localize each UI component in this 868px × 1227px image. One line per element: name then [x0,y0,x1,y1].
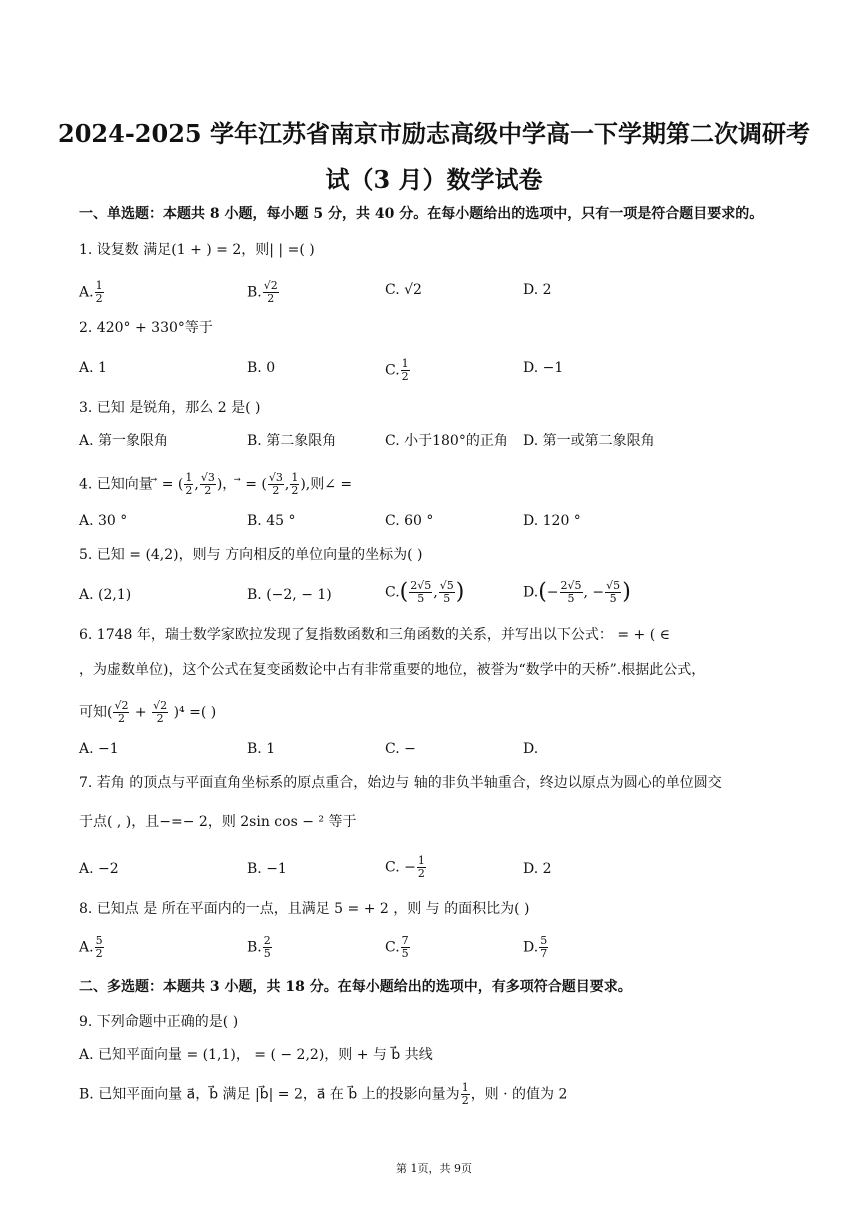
question-5-stem: 5. 已知 = (4,2)，则与 方向相反的单位向量的坐标为( ) [79,547,423,563]
question-2-option-d: D. −1 [523,360,564,376]
question-8-stem: 8. 已知点 是 所在平面内的一点，且满足 5 = + 2 ，则 与 的面积比为( ) [79,901,530,917]
question-1-option-d: D. 2 [523,282,552,298]
question-7-option-a: A. −2 [79,861,119,877]
question-2-option-b: B. 0 [247,360,276,376]
question-6-option-a: A. −1 [79,741,119,757]
question-3-option-a: A. 第一象限角 [79,433,169,449]
question-6-line-2: ，为虚数单位)，这个公式在复变函数论中占有非常重要的地位，被誉为“数学中的天桥”.根据此公式， [79,662,706,678]
question-3-option-b: B. 第二象限角 [247,433,337,449]
question-8-option-b: B. $\frac{2}{5}$ [247,934,271,960]
question-9-option-a: A. 已知平面向量 = (1,1)， = ( − 2,2)，则 + 与 b⃗ 共线 [79,1047,433,1063]
question-9-option-b: B. 已知平面向量 a⃗，b⃗ 满足 |b⃗| = 2，a⃗ 在 b⃗ 上的投影向量为 $\frac{1}{2}$ ，则 · 的值为 2 [79,1081,568,1107]
question-9-stem: 9. 下列命题中正确的是( ) [79,1014,239,1030]
page-footer: 第 1页，共 9页 [396,1162,472,1175]
question-7-option-c: C. − $\frac{1}{2}$ [385,854,425,880]
question-8-option-d: D. $\frac{5}{7}$ [523,934,548,960]
question-8-option-c: C. $\frac{7}{5}$ [385,934,409,960]
question-3-option-d: D. 第一或第二象限角 [523,433,655,449]
question-6-option-d: D. [523,741,539,757]
question-6-line-3: 可知( $\frac{√2}{2}$ + $\frac{√2}{2}$ )⁴ =( ) [79,699,217,725]
question-6-line-1: 6. 1748 年，瑞士数学家欧拉发现了复指数函数和三角函数的关系，并写出以下公式： = + ( ∈ [79,627,670,643]
question-5-option-c: C.( $\frac{2√5}{5}$ , $\frac{√5}{5}$ ) [385,579,465,605]
question-4-option-c: C. 60 ° [385,513,434,529]
question-4-option-d: D. 120 ° [523,513,581,529]
question-7-option-d: D. 2 [523,861,552,877]
question-8-option-a: A. $\frac{5}{2}$ [79,934,103,960]
question-3-stem: 3. 已知 是锐角，那么 2 是( ) [79,400,261,416]
exam-title-line1: 2024-2025 学年江苏省南京市励志高级中学高一下学期第二次调研考 [58,119,810,148]
question-2-stem: 2. 420° + 330°等于 [79,320,213,336]
section-multiple-choice-header: 二、多选题：本题共 3 小题，共 18 分。在每小题给出的选项中，有多项符合题目要求。 [79,979,632,995]
question-3-option-c: C. 小于180°的正角 [385,433,508,449]
question-6-option-c: C. − [385,741,416,757]
question-6-option-b: B. 1 [247,741,276,757]
question-5-option-d: D.(− $\frac{2√5}{5}$ , − $\frac{√5}{5}$ ) [523,579,631,605]
question-4-option-a: A. 30 ° [79,513,128,529]
question-4-stem: 4. 已知向量 ⃗ = ( $\frac{1}{2}$ , $\frac{√3}{2}$ )， ⃗ = ( $\frac{√3}{2}$ , $\frac{1}{2}$ ),则∠ = [79,471,353,497]
question-5-option-a: A. (2,1) [79,587,132,603]
question-5-option-b: B. (−2, − 1) [247,587,332,603]
question-1-option-c: C. √2 [385,282,422,298]
exam-title-line2: 试（3 月）数学试卷 [325,165,543,194]
section-single-choice-header: 一、单选题：本题共 8 小题，每小题 5 分，共 40 分。在每小题给出的选项中，只有一项是符合题目要求的。 [79,206,764,222]
question-2-option-a: A. 1 [79,360,107,376]
question-1-option-a: A. $\frac{1}{2}$ [79,279,103,305]
question-7-option-b: B. −1 [247,861,287,877]
question-7-line-2: 于点( , )，且−=− 2，则 2sin cos − ² 等于 [79,814,357,830]
question-2-option-c: C. $\frac{1}{2}$ [385,357,409,383]
question-4-option-b: B. 45 ° [247,513,296,529]
question-1-stem: 1. 设复数 满足(1 + ) = 2，则| | =( ) [79,242,315,258]
question-1-option-b: B. $\frac{√2}{2}$ [247,279,278,305]
question-7-line-1: 7. 若角 的顶点与平面直角坐标系的原点重合，始边与 轴的非负半轴重合，终边以原点为圆心的单位圆交 [79,775,722,791]
